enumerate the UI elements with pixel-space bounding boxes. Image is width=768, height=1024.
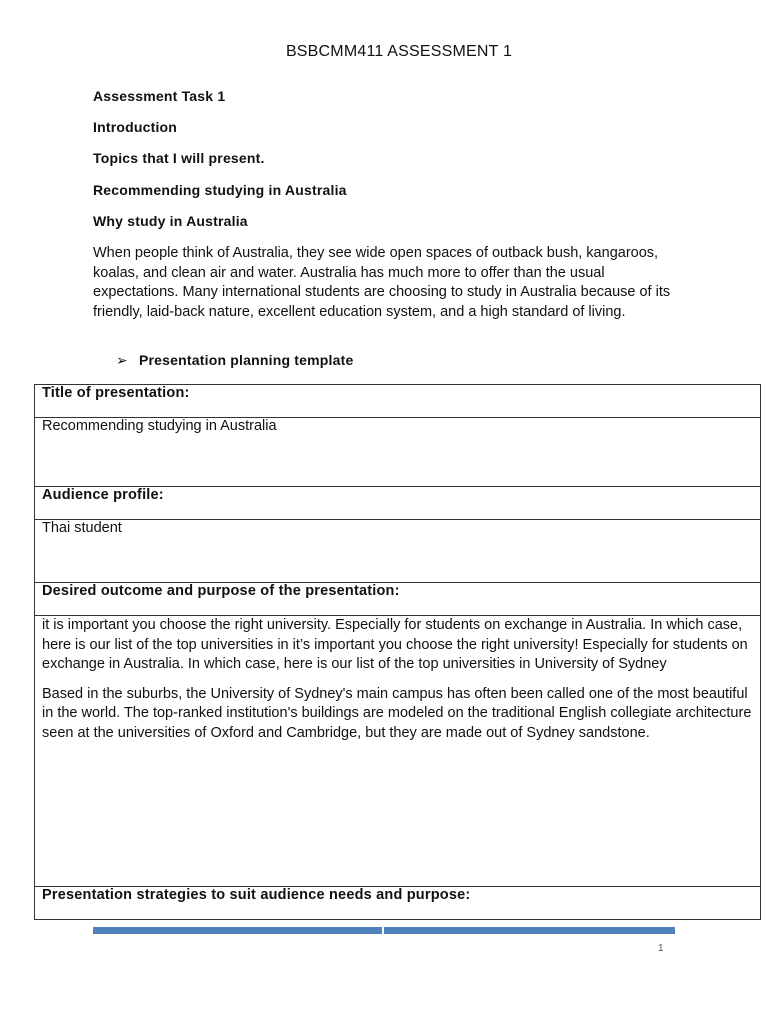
strategies-label: Presentation strategies to suit audience needs and purpose: — [35, 887, 761, 920]
heading-recommending: Recommending studying in Australia — [93, 182, 347, 198]
outcome-label: Desired outcome and purpose of the presentation: — [35, 583, 761, 616]
heading-introduction: Introduction — [93, 119, 178, 135]
outcome-paragraph: Based in the suburbs, the University of Sydney's main campus has often been called one of the most beautiful in the world. The top-ranked institution's buildings are modeled on the traditional English collegiate architecture seen at the universities of Oxford and Cambridge, but they are made out of Sydney sandstone. — [42, 685, 752, 741]
heading-assessment-task: Assessment Task 1 — [93, 88, 226, 104]
table-row — [35, 418, 761, 487]
table-row — [35, 887, 761, 920]
planning-template-bullet — [116, 352, 353, 369]
table-row — [35, 520, 761, 583]
footer-bar-right — [384, 927, 675, 934]
outcome-value — [35, 616, 761, 887]
audience-value: Thai student — [35, 520, 761, 583]
outcome-paragraph: it is important you choose the right university. Especially for students on exchange in Australia. In which case, here is our list of the top universities in it’s important you choose the right university! Especially for students on exchange in Australia. In which case, here is our list of the top universities in University of Sydney — [42, 617, 748, 673]
title-value: Recommending studying in Australia — [35, 418, 761, 487]
document-title: BSBCMM411 ASSESSMENT 1 — [285, 43, 513, 60]
presentation-planning-table — [34, 384, 761, 920]
heading-why-study: Why study in Australia — [93, 213, 248, 229]
footer-bar-left — [93, 927, 382, 934]
table-row — [35, 487, 761, 520]
arrow-bullet-icon: ➢ — [116, 352, 128, 368]
heading-topics: Topics that I will present. — [93, 150, 265, 166]
table-row — [35, 385, 761, 418]
table-row — [35, 616, 761, 887]
audience-label: Audience profile: — [35, 487, 761, 520]
page-number: 1 — [658, 943, 664, 954]
intro-paragraph: When people think of Australia, they see wide open spaces of outback bush, kangaroos, koalas, and clean air and water. Australia has much more to offer than the usual expectations. Many international students are choosing to study in Australia because of its friendly, laid-back nature, excellent education system, and a high standard of living. — [93, 245, 671, 320]
planning-template-heading: Presentation planning template — [139, 352, 354, 368]
table-row — [35, 583, 761, 616]
title-label: Title of presentation: — [35, 385, 761, 418]
